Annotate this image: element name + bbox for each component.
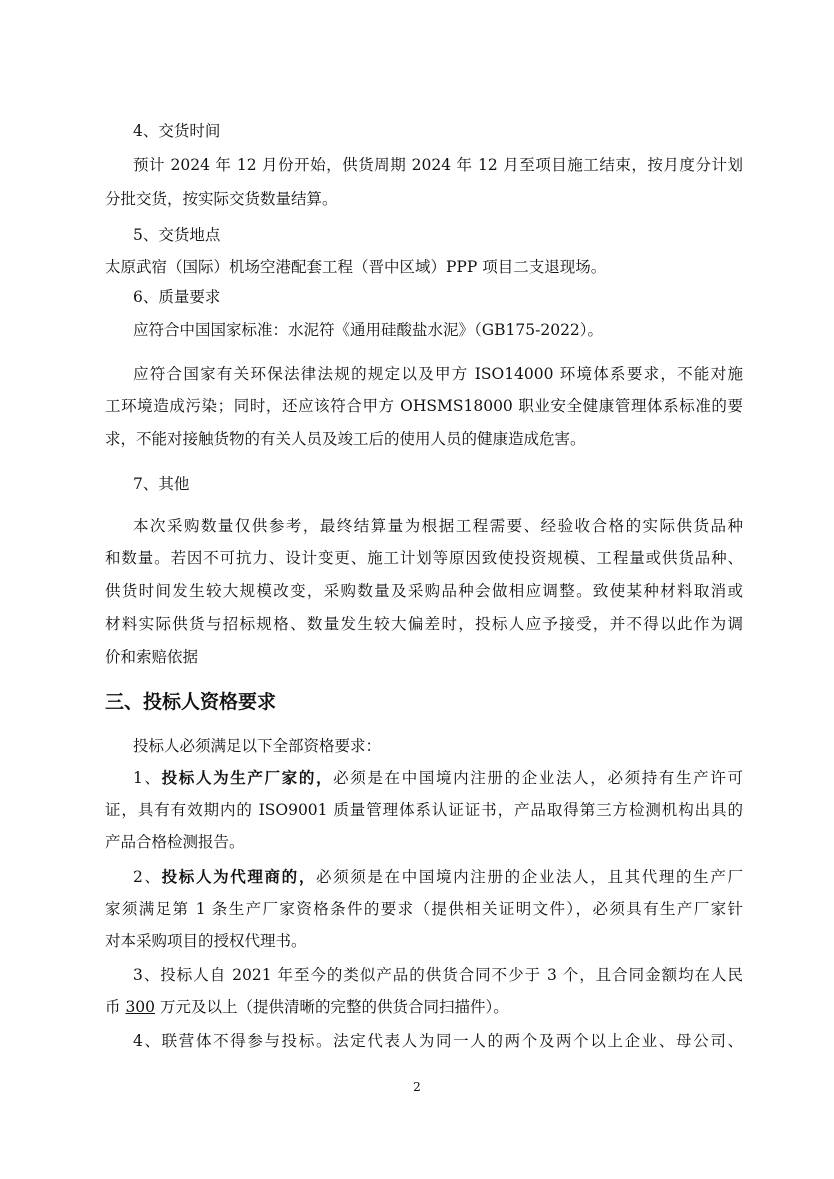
paragraph-line: 产品合格检测报告。 — [105, 833, 245, 851]
list-item-consortium: 4、联营体不得参与投标。法定代表人为同一人的两个及两个以上企业、母公司、 — [133, 1032, 743, 1050]
list-item-manufacturer: 1、投标人为生产厂家的，必须是在中国境内注册的企业法人，必须持有生产许可 — [133, 768, 743, 787]
paragraph-line: 求，不能对接触货物的有关人员及竣工后的使用人员的健康造成危害。 — [105, 430, 586, 448]
paragraph-line: 供货时间发生较大规模改变，采购数量及采购品种会做相应调整。致使某种材料取消或 — [105, 582, 743, 600]
paragraph-line: 应符合国家有关环保法律法规的规定以及甲方 ISO14000 环境体系要求，不能对施 — [133, 365, 743, 383]
paragraph-line: 工环境造成污染；同时，还应该符合甲方 OHSMS18000 职业安全健康管理体系标准的要 — [105, 397, 743, 415]
heading-other: 7、其他 — [133, 475, 190, 493]
paragraph-line: 证，具有有效期内的 ISO9001 质量管理体系认证证书，产品取得第三方检测机构出具的 — [105, 801, 743, 819]
paragraph-line: 对本采购项目的授权代理书。 — [105, 932, 307, 950]
heading-delivery-time: 4、交货时间 — [133, 122, 221, 140]
section-title: 三、投标人资格要求 — [105, 691, 277, 713]
paragraph-line: 材料实际供货与招标规格、数量发生较大偏差时，投标人应予接受，并不得以此作为调 — [105, 615, 743, 633]
heading-delivery-location: 5、交货地点 — [133, 226, 221, 244]
paragraph-line: 分批交货，按实际交货数量结算。 — [105, 190, 338, 208]
contract-amount: 300 — [125, 998, 156, 1016]
paragraph-line: 和数量。若因不可抗力、设计变更、施工计划等原因致使投资规模、工程量或供货品种、 — [105, 549, 743, 567]
paragraph-line: 太原武宿（国际）机场空港配套工程（晋中区域）PPP 项目二支退现场。 — [105, 258, 607, 276]
page-number: 2 — [413, 1080, 421, 1094]
list-item-contracts: 3、投标人自 2021 年至今的类似产品的供货合同不少于 3 个，且合同金额均在人民 — [133, 966, 743, 984]
list-item-agent: 2、投标人为代理商的，必须须是在中国境内注册的企业法人，且其代理的生产厂 — [133, 867, 743, 886]
paragraph-line: 预计 2024 年 12 月份开始，供货周期 2024 年 12 月至项目施工结束，按月度分计划 — [133, 156, 743, 174]
paragraph-line: 家须满足第 1 条生产厂家资格条件的要求（提供相关证明文件），必须具有生产厂家针 — [105, 900, 743, 918]
heading-quality-requirements: 6、质量要求 — [133, 288, 221, 306]
paragraph-line: 价和索赔依据 — [105, 648, 199, 666]
paragraph-line: 投标人必须满足以下全部资格要求： — [133, 737, 382, 755]
paragraph-line: 币 300 万元及以上（提供清晰的完整的供货合同扫描件）。 — [105, 998, 509, 1016]
paragraph-line: 应符合中国国家标准：水泥符《通用硅酸盐水泥》（GB175-2022）。 — [133, 321, 604, 339]
paragraph-line: 本次采购数量仅供参考，最终结算量为根据工程需要、经验收合格的实际供货品种 — [133, 517, 743, 535]
